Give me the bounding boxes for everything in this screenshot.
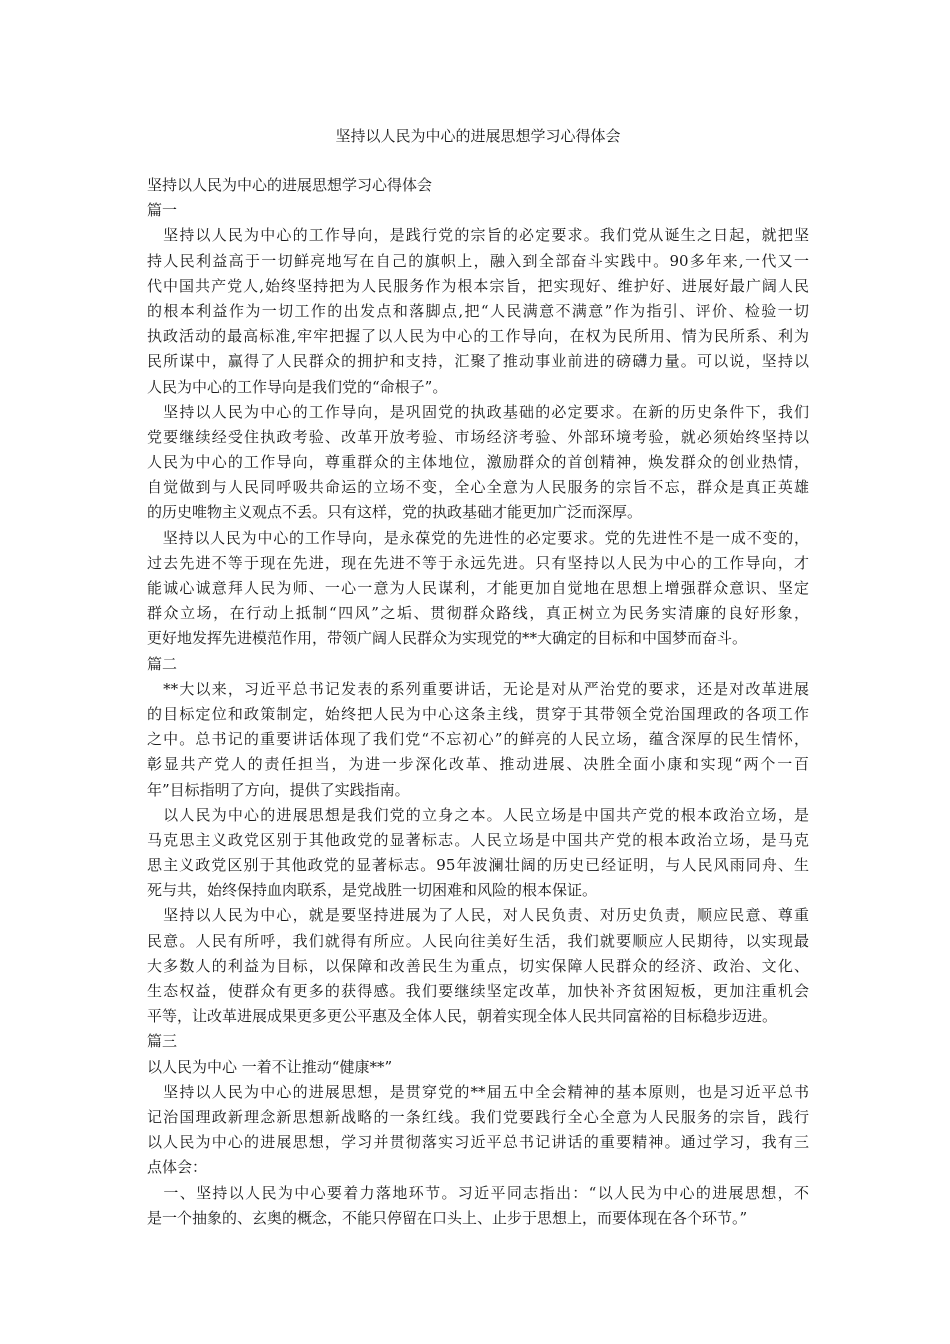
paragraph-line: 民所谋中，赢得了人民群众的拥护和支持，汇聚了推动事业前进的磅礴力量。可以说，坚持以 bbox=[147, 352, 809, 371]
paragraph-line: 年”目标指明了方向，提供了实践指南。 bbox=[147, 780, 410, 799]
paragraph-line: 以人民为中心的进展思想，学习并贯彻落实习近平总书记讲话的重要精神。通过学习，我有三 bbox=[147, 1133, 809, 1152]
section-heading: 篇二 bbox=[147, 654, 178, 673]
paragraph-line: 民意。人民有所呼，我们就得有所应。人民向往美好生活，我们就要顺应人民期待，以实现最 bbox=[147, 931, 809, 950]
paragraph-line: 彰显共产党人的责任担当，为进一步深化改革、推动进展、决胜全面小康和实现“两个一百 bbox=[147, 755, 809, 774]
paragraph-line: 的目标定位和政策制定，始终把人民为中心这条主线，贯穿于其带领全党治国理政的各项工作 bbox=[147, 704, 809, 723]
paragraph-line: 代中国共产党人,始终坚持把为人民服务作为根本宗旨，把实现好、维护好、进展好最广阔人民 bbox=[147, 276, 809, 295]
paragraph-line: 是一个抽象的、玄奥的概念，不能只停留在口头上、止步于思想上，而要体现在各个环节。” bbox=[147, 1208, 748, 1227]
paragraph-line: 过去先进不等于现在先进，现在先进不等于永远先进。只有坚持以人民为中心的工作导向，才 bbox=[147, 553, 809, 572]
paragraph-line: 之中。总书记的重要讲话体现了我们党“不忘初心”的鲜亮的人民立场，蕴含深厚的民生情怀， bbox=[147, 730, 809, 749]
paragraph-line: 坚持以人民为中心的进展思想，是贯穿党的**届五中全会精神的基本原则，也是习近平总书 bbox=[147, 1082, 809, 1101]
paragraph-line: 记治国理政新理念新思想新战略的一条红线。我们党要践行全心全意为人民服务的宗旨，践行 bbox=[147, 1107, 809, 1126]
paragraph-line: 平等，让改革进展成果更多更公平惠及全体人民，朝着实现全体人民共同富裕的目标稳步迈进。 bbox=[147, 1007, 778, 1026]
paragraph-line: 执政活动的最高标准,牢牢把握了以人民为中心的工作导向，在权为民所用、情为民所系、利为 bbox=[147, 327, 809, 346]
paragraph-line: 更好地发挥先进模范作用，带领广阔人民群众为实现党的**大确定的目标和中国梦而奋斗。 bbox=[147, 629, 748, 648]
paragraph-line: 坚持以人民为中心的工作导向，是永葆党的先进性的必定要求。党的先进性不是一成不变的， bbox=[147, 528, 809, 547]
document-title: 坚持以人民为中心的进展思想学习心得体会 bbox=[335, 127, 621, 145]
paragraph-line: 人民为中心的工作导向是我们党的“命根子”。 bbox=[147, 377, 448, 396]
section-heading: 篇一 bbox=[147, 201, 178, 220]
paragraph-line: 死与共，始终保持血肉联系，是党战胜一切困难和风险的根本保证。 bbox=[147, 881, 598, 900]
paragraph-line: 坚持以人民为中心，就是要坚持进展为了人民，对人民负责、对历史负责，顺应民意、尊重 bbox=[147, 906, 809, 925]
paragraph-line: 的根本利益作为一切工作的出发点和落脚点,把“人民满意不满意”作为指引、评价、检验一切 bbox=[147, 301, 809, 320]
paragraph-line: 人民为中心的工作导向，尊重群众的主体地位，激励群众的首创精神，焕发群众的创业热情， bbox=[147, 453, 809, 472]
paragraph-line: **大以来，习近平总书记发表的系列重要讲话，无论是对从严治党的要求，还是对改革进展 bbox=[147, 679, 809, 698]
paragraph-line: 生态权益，使群众有更多的获得感。我们要继续坚定改革，加快补齐贫困短板，更加注重机会 bbox=[147, 982, 809, 1000]
paragraph-line: 坚持以人民为中心的工作导向，是践行党的宗旨的必定要求。我们党从诞生之日起，就把坚 bbox=[147, 226, 809, 245]
section-heading: 篇三 bbox=[147, 1032, 178, 1051]
paragraph-line: 一、坚持以人民为中心要着力落地环节。习近平同志指出：“以人民为中心的进展思想，不 bbox=[147, 1183, 809, 1202]
section-heading: 以人民为中心 一着不让推动“健康**” bbox=[147, 1057, 393, 1076]
paragraph-line: 马克思主义政党区别于其他政党的显著标志。人民立场是中国共产党的根本政治立场，是马克 bbox=[147, 830, 809, 849]
document-body bbox=[147, 173, 809, 1231]
paragraph-line: 自觉做到与人民同呼吸共命运的立场不变，全心全意为人民服务的宗旨不忘，群众是真正英雄 bbox=[147, 478, 809, 497]
paragraph-line: 持人民利益高于一切鲜亮地写在自己的旗帜上，融入到全部奋斗实践中。90多年来,一代又一 bbox=[147, 251, 809, 270]
paragraph-line: 的历史唯物主义观点不丢。只有这样，党的执政基础才能更加广泛而深厚。 bbox=[147, 503, 643, 522]
paragraph-line: 以人民为中心的进展思想是我们党的立身之本。人民立场是中国共产党的根本政治立场，是 bbox=[147, 805, 809, 824]
paragraph-line: 大多数人的利益为目标，以保障和改善民生为重点，切实保障人民群众的经济、政治、文化、 bbox=[147, 956, 809, 975]
paragraph-line: 点体会： bbox=[147, 1158, 208, 1177]
paragraph-line: 党要继续经受住执政考验、改革开放考验、市场经济考验、外部环境考验，就必须始终坚持以 bbox=[147, 427, 809, 446]
paragraph-line: 思主义政党区别于其他政党的显著标志。95年波澜壮阔的历史已经证明，与人民风雨同舟、生 bbox=[147, 856, 809, 875]
paragraph-line: 群众立场，在行动上抵制“四风”之垢、贯彻群众路线，真正树立为民务实清廉的良好形象， bbox=[147, 604, 809, 623]
section-heading: 坚持以人民为中心的进展思想学习心得体会 bbox=[147, 176, 433, 194]
paragraph-line: 能诚心诚意拜人民为师、一心一意为人民谋利，才能更加自觉地在思想上增强群众意识、坚定 bbox=[147, 579, 809, 597]
paragraph-line: 坚持以人民为中心的工作导向，是巩固党的执政基础的必定要求。在新的历史条件下，我们 bbox=[147, 402, 809, 421]
